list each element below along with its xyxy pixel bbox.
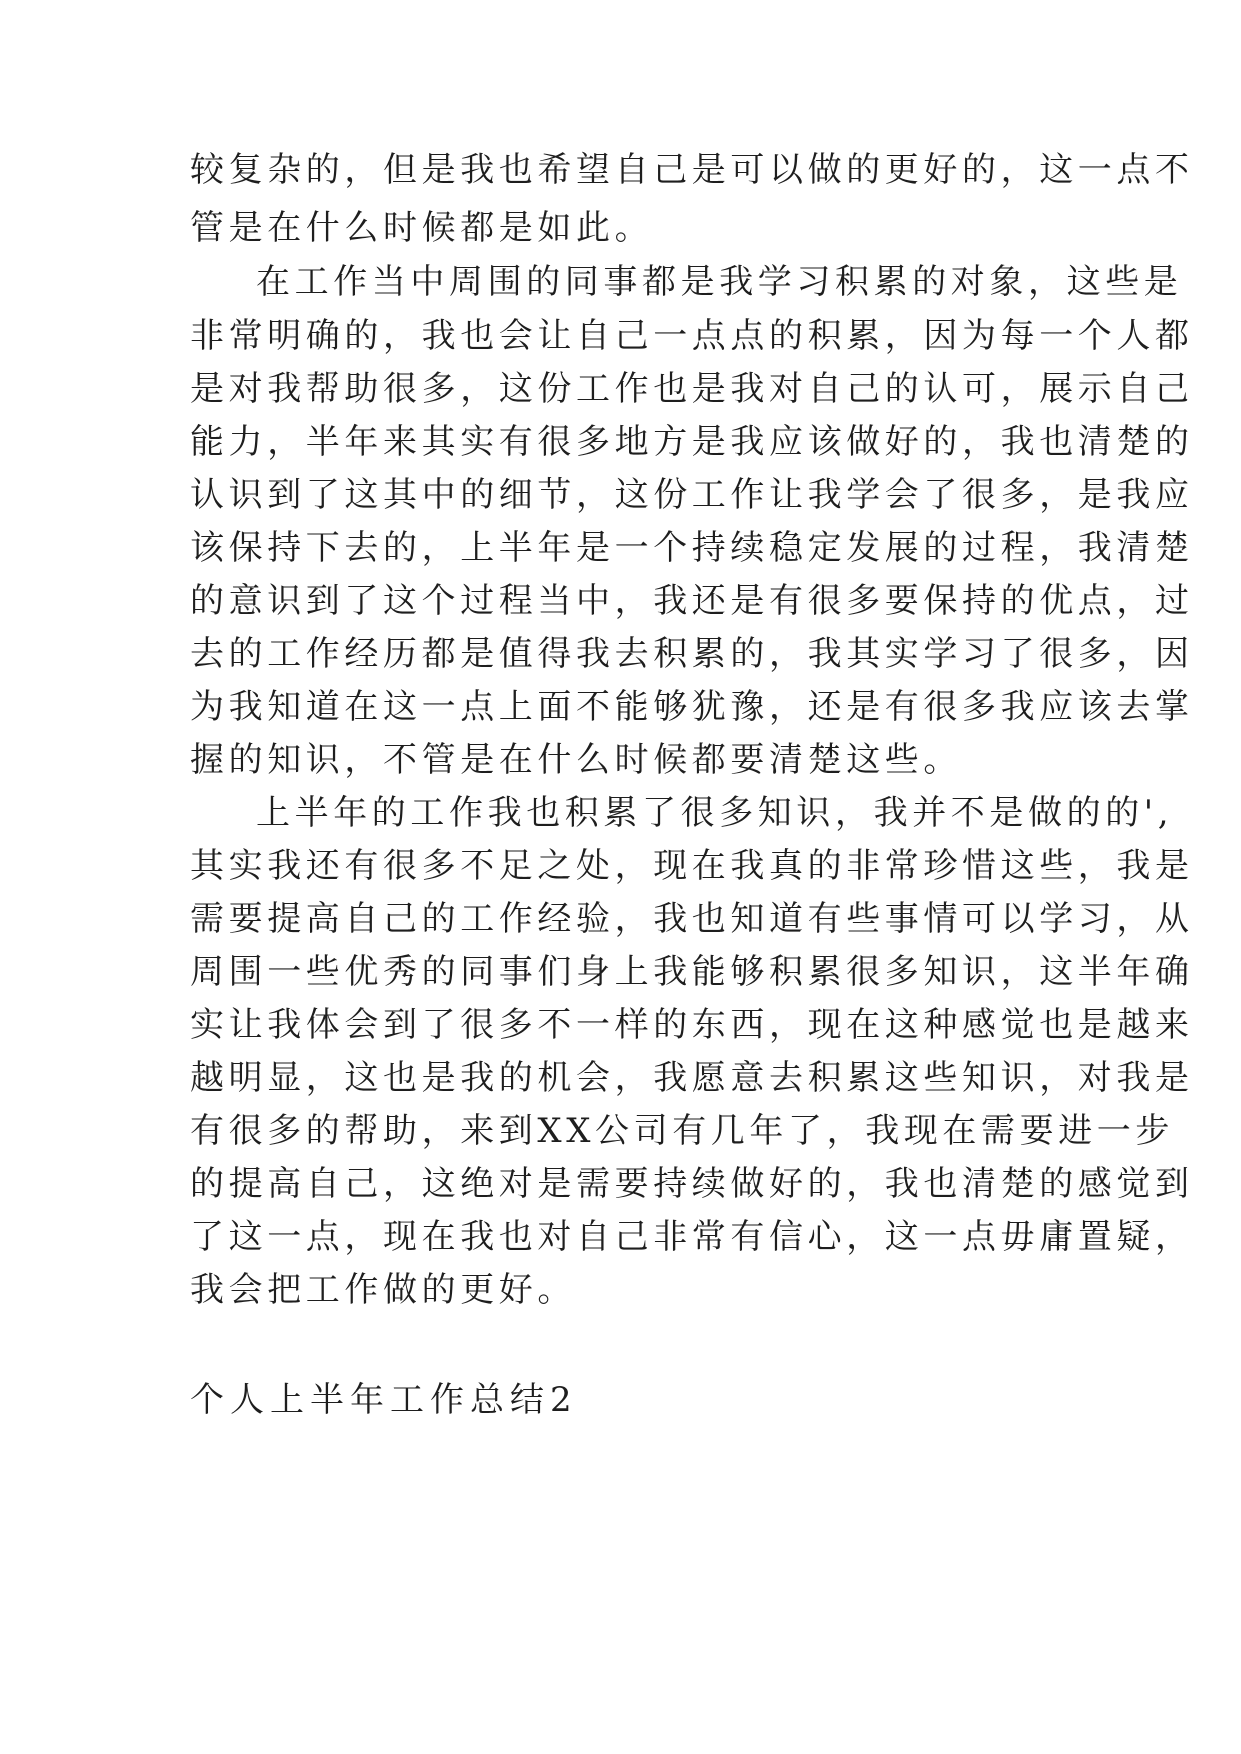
paragraph-2-line-9: 为我知道在这一点上面不能够犹豫，还是有很多我应该去掌 (190, 687, 1194, 727)
paragraph-3-line-3: 需要提高自己的工作经验，我也知道有些事情可以学习，从 (190, 899, 1194, 939)
paragraph-3-line-1: 上半年的工作我也积累了很多知识，我并不是做的的', (256, 793, 1174, 833)
paragraph-2-line-5: 认识到了这其中的细节，这份工作让我学会了很多，是我应 (190, 475, 1194, 515)
paragraph-1-line-2: 管是在什么时候都是如此。 (190, 208, 654, 248)
paragraph-3-line-10: 我会把工作做的更好。 (190, 1270, 576, 1310)
paragraph-2-line-2: 非常明确的，我也会让自己一点点的积累，因为每一个人都 (190, 316, 1194, 356)
paragraph-3-line-6: 越明显，这也是我的机会，我愿意去积累这些知识，对我是 (190, 1058, 1194, 1098)
paragraph-2-line-4: 能力，半年来其实有很多地方是我应该做好的，我也清楚的 (190, 422, 1194, 462)
paragraph-2-line-8: 去的工作经历都是值得我去积累的，我其实学习了很多，因 (190, 634, 1194, 674)
paragraph-3-line-7: 有很多的帮助，来到XX公司有几年了，我现在需要进一步 (190, 1111, 1175, 1151)
paragraph-1-line-1: 较复杂的，但是我也希望自己是可以做的更好的，这一点不 (190, 150, 1194, 190)
paragraph-2-line-10: 握的知识，不管是在什么时候都要清楚这些。 (190, 740, 962, 780)
paragraph-3-line-2: 其实我还有很多不足之处，现在我真的非常珍惜这些，我是 (190, 846, 1194, 886)
paragraph-3-line-5: 实让我体会到了很多不一样的东西，现在这种感觉也是越来 (190, 1005, 1194, 1045)
paragraph-2-line-1: 在工作当中周围的同事都是我学习积累的对象，这些是 (256, 262, 1183, 302)
paragraph-2-line-3: 是对我帮助很多，这份工作也是我对自己的认可，展示自己 (190, 369, 1194, 409)
paragraph-2-line-7: 的意识到了这个过程当中，我还是有很多要保持的优点，过 (190, 581, 1194, 621)
paragraph-3-line-9: 了这一点，现在我也对自己非常有信心，这一点毋庸置疑， (190, 1217, 1194, 1257)
paragraph-3-line-4: 周围一些优秀的同事们身上我能够积累很多知识，这半年确 (190, 952, 1194, 992)
section-heading: 个人上半年工作总结2 (190, 1380, 578, 1420)
paragraph-3-line-8: 的提高自己，这绝对是需要持续做好的，我也清楚的感觉到 (190, 1164, 1194, 1204)
paragraph-2-line-6: 该保持下去的，上半年是一个持续稳定发展的过程，我清楚 (190, 528, 1194, 568)
